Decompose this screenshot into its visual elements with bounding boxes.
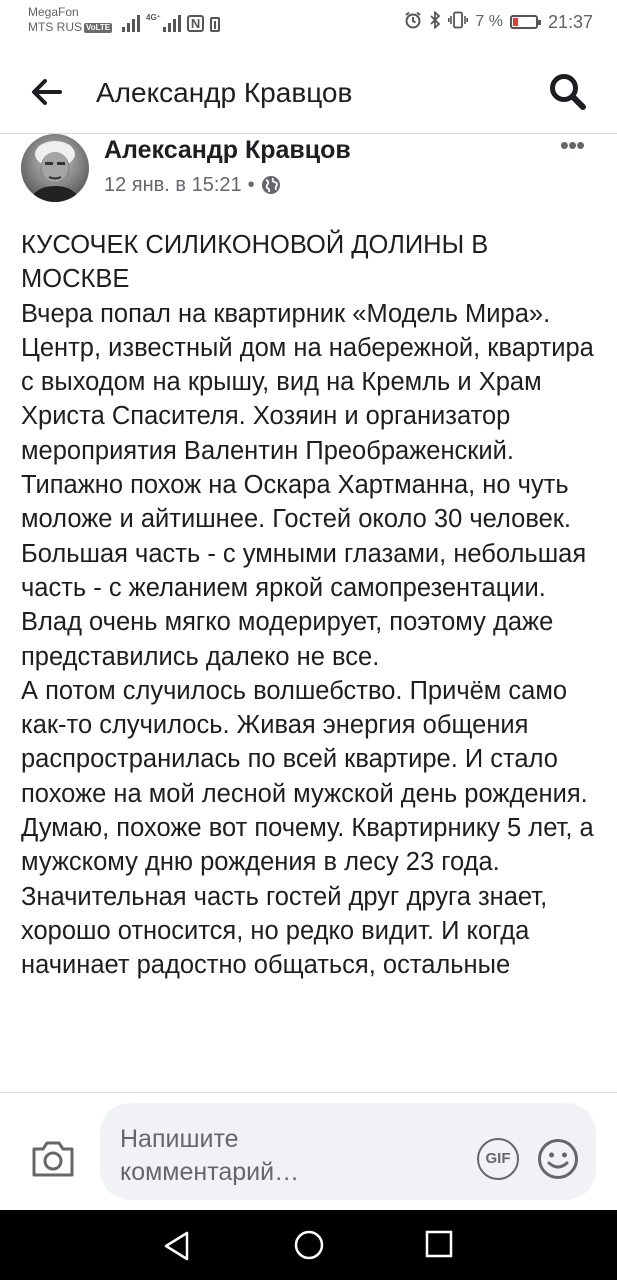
post-date[interactable]: 12 янв. в 15:21 xyxy=(104,174,242,196)
signal-icon xyxy=(122,15,140,32)
camera-button[interactable] xyxy=(30,1139,80,1185)
back-button[interactable] xyxy=(26,72,66,112)
gif-button[interactable]: GIF xyxy=(477,1138,519,1180)
carrier-1: MegaFon xyxy=(28,5,79,19)
alarm-icon xyxy=(404,11,422,33)
emoji-button[interactable] xyxy=(536,1137,580,1181)
status-icons-right xyxy=(404,10,593,34)
clock: 21:37 xyxy=(547,11,593,32)
battery-percent: 7 % xyxy=(475,13,503,30)
app-header xyxy=(0,46,617,134)
post-paragraph: А потом случилось волшебство. Причём само как-то случилось. Живая энергия общения распространилась по всей квартире. И стало похоже на мой лесной мужской день рождения. Думаю, похоже вот почему. Квартирнику 5 лет, а мужскому дню рождения в лесу 23 года. Значительная часть гостей друг друга знает, хорошо относится, но редко видит. И когда начинает радостно общаться, остальные xyxy=(21,676,594,980)
nav-home-icon xyxy=(292,1228,326,1262)
post-more-button[interactable]: ••• xyxy=(559,130,585,160)
globe-icon xyxy=(261,175,281,195)
volte-badge: VoLTE xyxy=(86,23,111,32)
post-paragraph-title: КУСОЧЕК СИЛИКОНОВОЙ ДОЛИНЫ В МОСКВЕ xyxy=(21,231,489,294)
battery-icon xyxy=(510,15,538,29)
post-author[interactable]: Александр Кравцов xyxy=(104,136,351,164)
comment-placeholder: Напишите комментарий… xyxy=(120,1125,300,1186)
comment-input[interactable] xyxy=(100,1103,596,1200)
arrow-left-icon xyxy=(26,72,66,112)
signal-group xyxy=(122,12,220,32)
search-icon xyxy=(546,70,590,114)
comment-bar xyxy=(0,1093,617,1210)
nav-recents-icon xyxy=(424,1229,454,1259)
nfc-icon: N xyxy=(187,15,204,32)
nav-recents-button[interactable] xyxy=(424,1229,454,1259)
avatar-photo xyxy=(21,134,89,202)
battery-level xyxy=(513,18,518,26)
system-nav-bar xyxy=(0,1210,617,1280)
bluetooth-icon xyxy=(429,11,441,33)
camera-icon xyxy=(30,1139,76,1179)
status-bar xyxy=(0,0,617,46)
search-button[interactable] xyxy=(546,70,590,114)
carrier-info xyxy=(28,5,112,35)
post-text xyxy=(21,228,601,1092)
smiley-icon xyxy=(536,1137,580,1181)
carrier-2: MTS RUS xyxy=(28,20,82,34)
nav-back-icon xyxy=(160,1228,196,1264)
post-paragraph: Вчера попал на квартирник «Модель Мира». Центр, известный дом на набережной, квартира с выходом на крышу, вид на Кремль и Храм Христа Спасителя. Хозяин и организатор мероприятия Валентин Преображенский. Типажно похож на Оскара Хартманна, но чуть моложе и айтишнее. Гостей около 30 человек. Большая часть - с умными глазами, небольшая часть - с желанием яркой самопрезентации. Влад очень мягко модерирует, поэтому даже представились далеко не все. xyxy=(21,299,594,671)
network-type: 4G⁺ xyxy=(146,13,161,22)
sd-card-icon xyxy=(210,17,220,32)
avatar[interactable] xyxy=(21,134,89,202)
vibrate-icon xyxy=(448,11,468,33)
signal-icon-2 xyxy=(163,15,181,32)
post-meta xyxy=(104,172,281,198)
meta-separator: • xyxy=(247,174,255,196)
nav-back-button[interactable] xyxy=(160,1228,196,1264)
page-title: Александр Кравцов xyxy=(96,77,353,108)
nav-home-button[interactable] xyxy=(292,1228,326,1262)
